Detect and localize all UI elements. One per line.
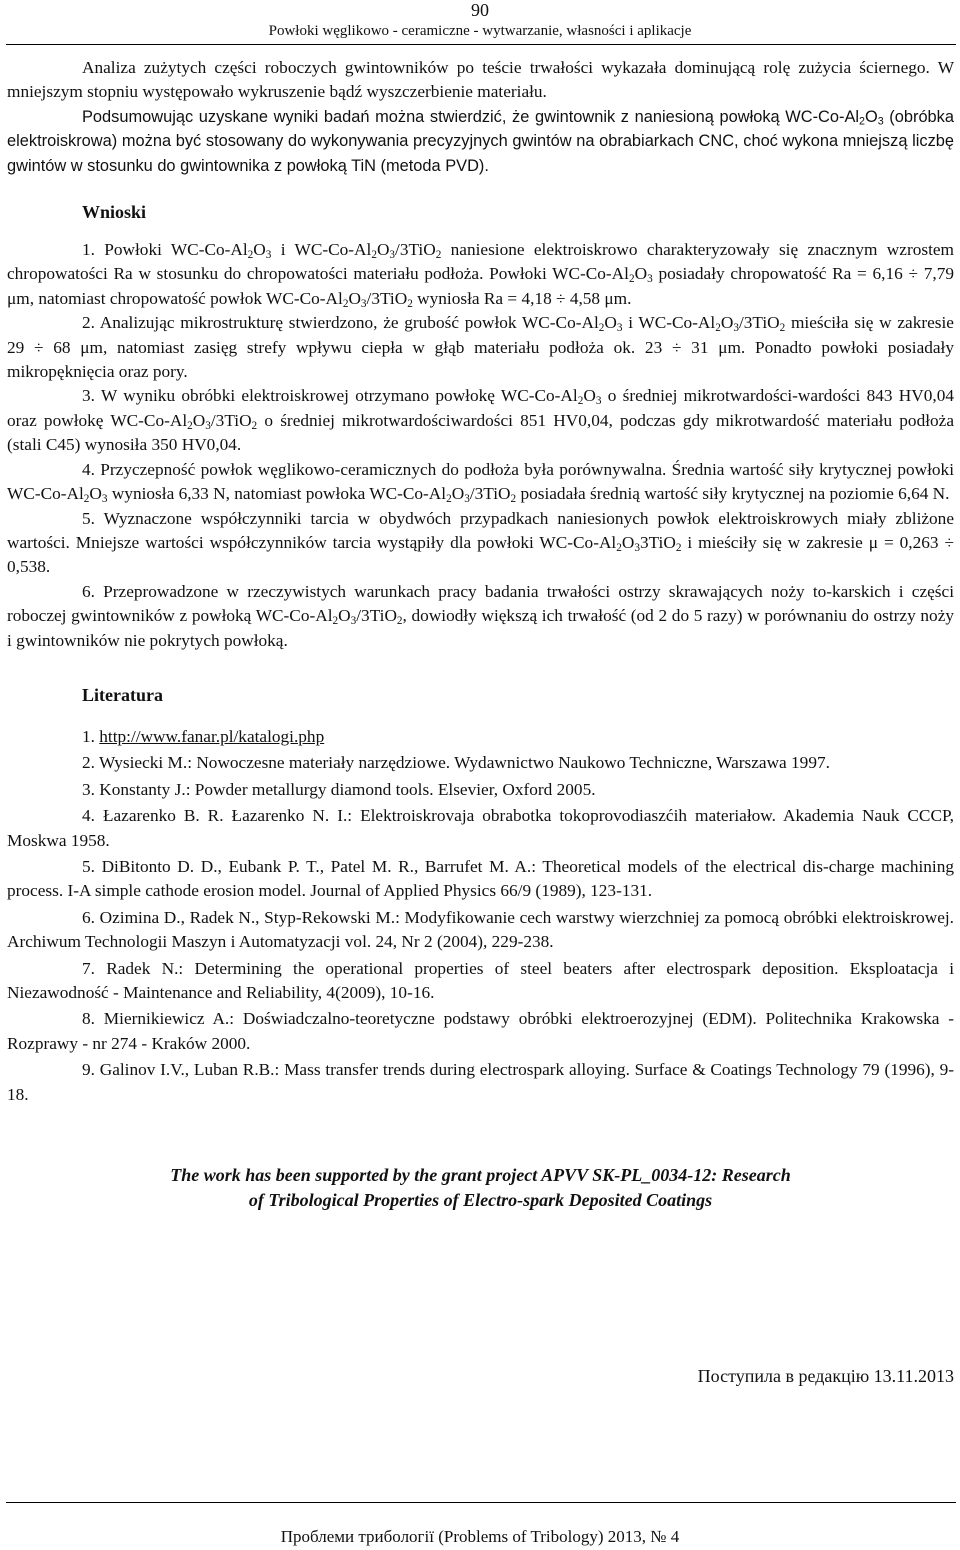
subscript: 3 (350, 614, 357, 627)
reference-2: 2. Wysiecki M.: Nowoczesne materiały narzędziowe. Wydawnictwo Naukowo Techniczne, Warszawa 1997. (82, 753, 830, 773)
text-run: 6. Przeprowadzone w rzeczywistych warunkach pracy badania trwałości ostrzy skrawających noży to-karskich i części roboczej gwintowników z powłoką WC-Co-Al (7, 581, 954, 626)
subscript: 3 (634, 541, 640, 554)
text-run: /3TiO (366, 288, 408, 308)
subscript: 2 (187, 419, 193, 432)
subscript: 2 (396, 614, 403, 627)
literature-heading: Literatura (82, 684, 163, 705)
text-run: O (348, 288, 361, 308)
subscript: 3 (616, 322, 623, 335)
text-run: O (451, 484, 465, 504)
received-date: Поступила в редакцію 13.11.2013 (697, 1366, 954, 1386)
conclusion-2 (7, 311, 954, 384)
acknowledgement-line-2: of Tribological Properties of Electro-spark Deposited Coatings (248, 1190, 713, 1211)
text-run: O (89, 484, 102, 504)
text-run: O (604, 313, 617, 333)
subscript: 2 (407, 297, 413, 310)
footer-rule (6, 1502, 956, 1503)
text-run: O (192, 410, 206, 430)
subscript: 2 (446, 492, 452, 505)
subscript: 2 (616, 541, 622, 554)
subscript: 3 (464, 492, 470, 505)
conclusions-heading: Wnioski (82, 202, 147, 223)
acknowledgement-line-1: The work has been supported by the grant project APVV SK-PL_0034-12: Research (170, 1165, 791, 1186)
text-run: 3. W wyniku obróbki elektroiskrowej otrzymano powłokę WC-Co-Al (82, 386, 578, 406)
reference-7: 7. Radek N.: Determining the operational properties of steel beaters after electrospark deposition. Eksploatacja i Niezawodność - Maintenance and Reliability, 4(2009), 10-16. (7, 958, 954, 1002)
subscript: 2 (251, 419, 258, 432)
subscript: 2 (577, 395, 584, 408)
text-run: Podsumowując uzyskane wyniki badań można stwierdzić, że gwintownik z naniesioną powłoką WC-Co-Al (82, 107, 860, 126)
text-run: /3TiO (395, 240, 436, 260)
text-run: O (376, 240, 390, 260)
text-run: /3TiO (738, 313, 780, 333)
subscript: 2 (342, 297, 349, 310)
subscript: 3 (595, 395, 602, 408)
conclusion-1 (7, 238, 954, 311)
text-run: O (864, 107, 878, 126)
text-run: O (720, 313, 734, 333)
text-run: O (583, 386, 596, 406)
subscript: 2 (435, 248, 442, 261)
subscript: 2 (371, 248, 377, 261)
subscript: 2 (779, 322, 786, 335)
text-run: /3TiO (356, 606, 397, 626)
reference-number: 1. (82, 726, 100, 746)
text-run: o średniej mikrotwardościwardości 851 HV0,04, podczas gdy mikrotwardość materiału podłoża (stali C45) wynosiła 350 HV0,04. (7, 410, 954, 455)
text-run: posiadały chropowatość Ra = 6,16 ÷ 7,79 μm, natomiast chropowatość powłok WC-Co-Al (7, 264, 954, 308)
subscript: 2 (247, 248, 254, 261)
reference-6: 6. Ozimina D., Radek N., Styp-Rekowski M.: Modyfikowanie cech warstwy wierzchniej za pomocą obróbki elektroiskrowej. Archiwum Technologii Maszyn i Automatyzacji vol. 24, Nr 2 (2004), 229-238. (7, 907, 954, 952)
text-run: i WC-Co-Al (271, 240, 372, 260)
subscript: 3 (265, 248, 272, 261)
text-run: 3TiO (639, 532, 676, 552)
header-rule (6, 44, 956, 45)
subscript: 2 (675, 541, 682, 554)
reference-3: 3. Konstanty J.: Powder metallurgy diamond tools. Elsevier, Oxford 2005. (82, 779, 596, 799)
text-run: mieściła się w zakresie 29 ÷ 68 μm, natomiast zasięg strefy wpływu ciepła w głąb materiału podłoża ok. 23 ÷ 31 μm. Ponadto powłoki posiadały mikropęknięcia oraz pory. (7, 313, 954, 382)
subscript: 3 (877, 115, 884, 128)
text-run: o średniej mikrotwardości-wardości 843 HV0,04 oraz powłokę WC-Co-Al (7, 386, 955, 430)
subscript: 2 (510, 492, 517, 505)
text-run: 1. Powłoki WC-Co-Al (82, 240, 248, 260)
conclusion-4 (7, 458, 954, 507)
journal-footer: Проблеми трибології (Problems of Tribology) 2013, № 4 (280, 1527, 680, 1546)
text-run: naniesione elektroiskrowo charakteryzowały się znacznym wzrostem chropowatości Ra w stosunku do chropowatości materiału podłoża. Powłoki WC-Co-Al (7, 240, 954, 284)
text-run: O (634, 264, 648, 284)
text-run: /3TiO (210, 410, 252, 430)
conclusion-3 (7, 384, 954, 457)
conclusion-6 (7, 580, 954, 653)
text-run: O (338, 606, 351, 626)
subscript: 2 (332, 614, 339, 627)
text-run: , dowiodły większą ich trwałość (od 2 do 5 razy) w porównaniu do ostrzy noży i gwintowników nie pokrytych powłoką. (7, 606, 955, 650)
subscript: 3 (389, 248, 396, 261)
text-run: 4. Przyczepność powłok węglikowo-ceramicznych do podłoża była porównywalna. Średnia wartość siły krytycznej powłoki WC-Co-Al (7, 459, 954, 504)
subscript: 3 (647, 273, 653, 286)
page-number: 90 (471, 0, 489, 20)
subscript: 2 (83, 492, 90, 505)
intro-paragraph-1: Analiza zużytych części roboczych gwintowników po teście trwałości wykazała dominującą rolę zużycia ściernego. W mniejszym stopniu występowało wykruszenie bądź wyszczerbienie materiału. (7, 58, 954, 102)
text-run: /3TiO (469, 484, 511, 504)
acknowledgement (7, 1163, 954, 1213)
text-run: 5. Wyznaczone współczynniki tarcia w obydwóch przypadkach naniesionych powłok elektroiskrowych miały zbliżone wartości. Mniejsze wartości współczynników tarcia wystąpiły dla powłoki WC-Co-Al (7, 508, 954, 552)
text-run: O (253, 240, 266, 260)
running-title: Powłoki węglikowo - ceramiczne - wytwarzanie, własności i aplikacje (268, 23, 692, 39)
subscript: 3 (101, 492, 108, 505)
subscript: 3 (360, 297, 367, 310)
subscript: 2 (715, 322, 721, 335)
text-run: posiadała średnią wartość siły krytycznej na poziomie 6,64 N. (516, 484, 950, 504)
subscript: 3 (733, 322, 739, 335)
subscript: 2 (628, 273, 635, 286)
reference-8: 8. Miernikiewicz A.: Doświadczalno-teoretyczne podstawy obróbki elektroerozyjnej (EDM). Politechnika Krakowska - Rozprawy - nr 274 - Kraków 2000. (7, 1009, 954, 1053)
text-run: i mieściły się w zakresie μ = 0,263 ÷ 0,538. (7, 532, 954, 577)
article-body (7, 56, 954, 1213)
reference-1 (7, 725, 954, 749)
reference-link[interactable]: http://www.fanar.pl/katalogi.php (99, 726, 325, 746)
text-run: 2. Analizując mikrostrukturę stwierdzono, że grubość powłok WC-Co-Al (82, 313, 599, 333)
intro-paragraph-2 (7, 105, 954, 178)
subscript: 3 (205, 419, 211, 432)
subscript: 2 (598, 322, 605, 335)
reference-5: 5. DiBitonto D. D., Eubank P. T., Patel M. R., Barrufet M. A.: Theoretical models of the electrical dis-charge machining process. I-A simple cathode erosion model. Journal of Applied Physics 66/9 (1989), 123-131. (7, 856, 954, 901)
reference-4: 4. Łazarenko B. R. Łazarenko N. I.: Elektroiskrovaja obrabotka tokoprovodiaszćih materiałow. Akademia Nauk CCCP, Moskwa 1958. (7, 806, 954, 850)
reference-9: 9. Galinov I.V., Luban R.B.: Mass transfer trends during electrospark alloying. Surface & Coatings Technology 79 (1996), 9-18. (7, 1060, 954, 1104)
text-run: i WC-Co-Al (622, 313, 716, 333)
subscript: 2 (859, 115, 865, 128)
text-run: wyniosła Ra = 4,18 ÷ 4,58 μm. (412, 288, 632, 308)
text-run: (obróbka elektroiskrowa) można być stosowany do wykonywania precyzyjnych gwintów na obrabiarkach CNC, choć wykona mniejszą liczbę gwintów w stosunku do gwintownika z powłoką TiN (metoda PVD). (7, 107, 954, 175)
conclusion-5 (7, 507, 954, 580)
text-run: wyniosła 6,33 N, natomiast powłoka WC-Co-Al (107, 484, 447, 504)
text-run: O (621, 532, 635, 552)
